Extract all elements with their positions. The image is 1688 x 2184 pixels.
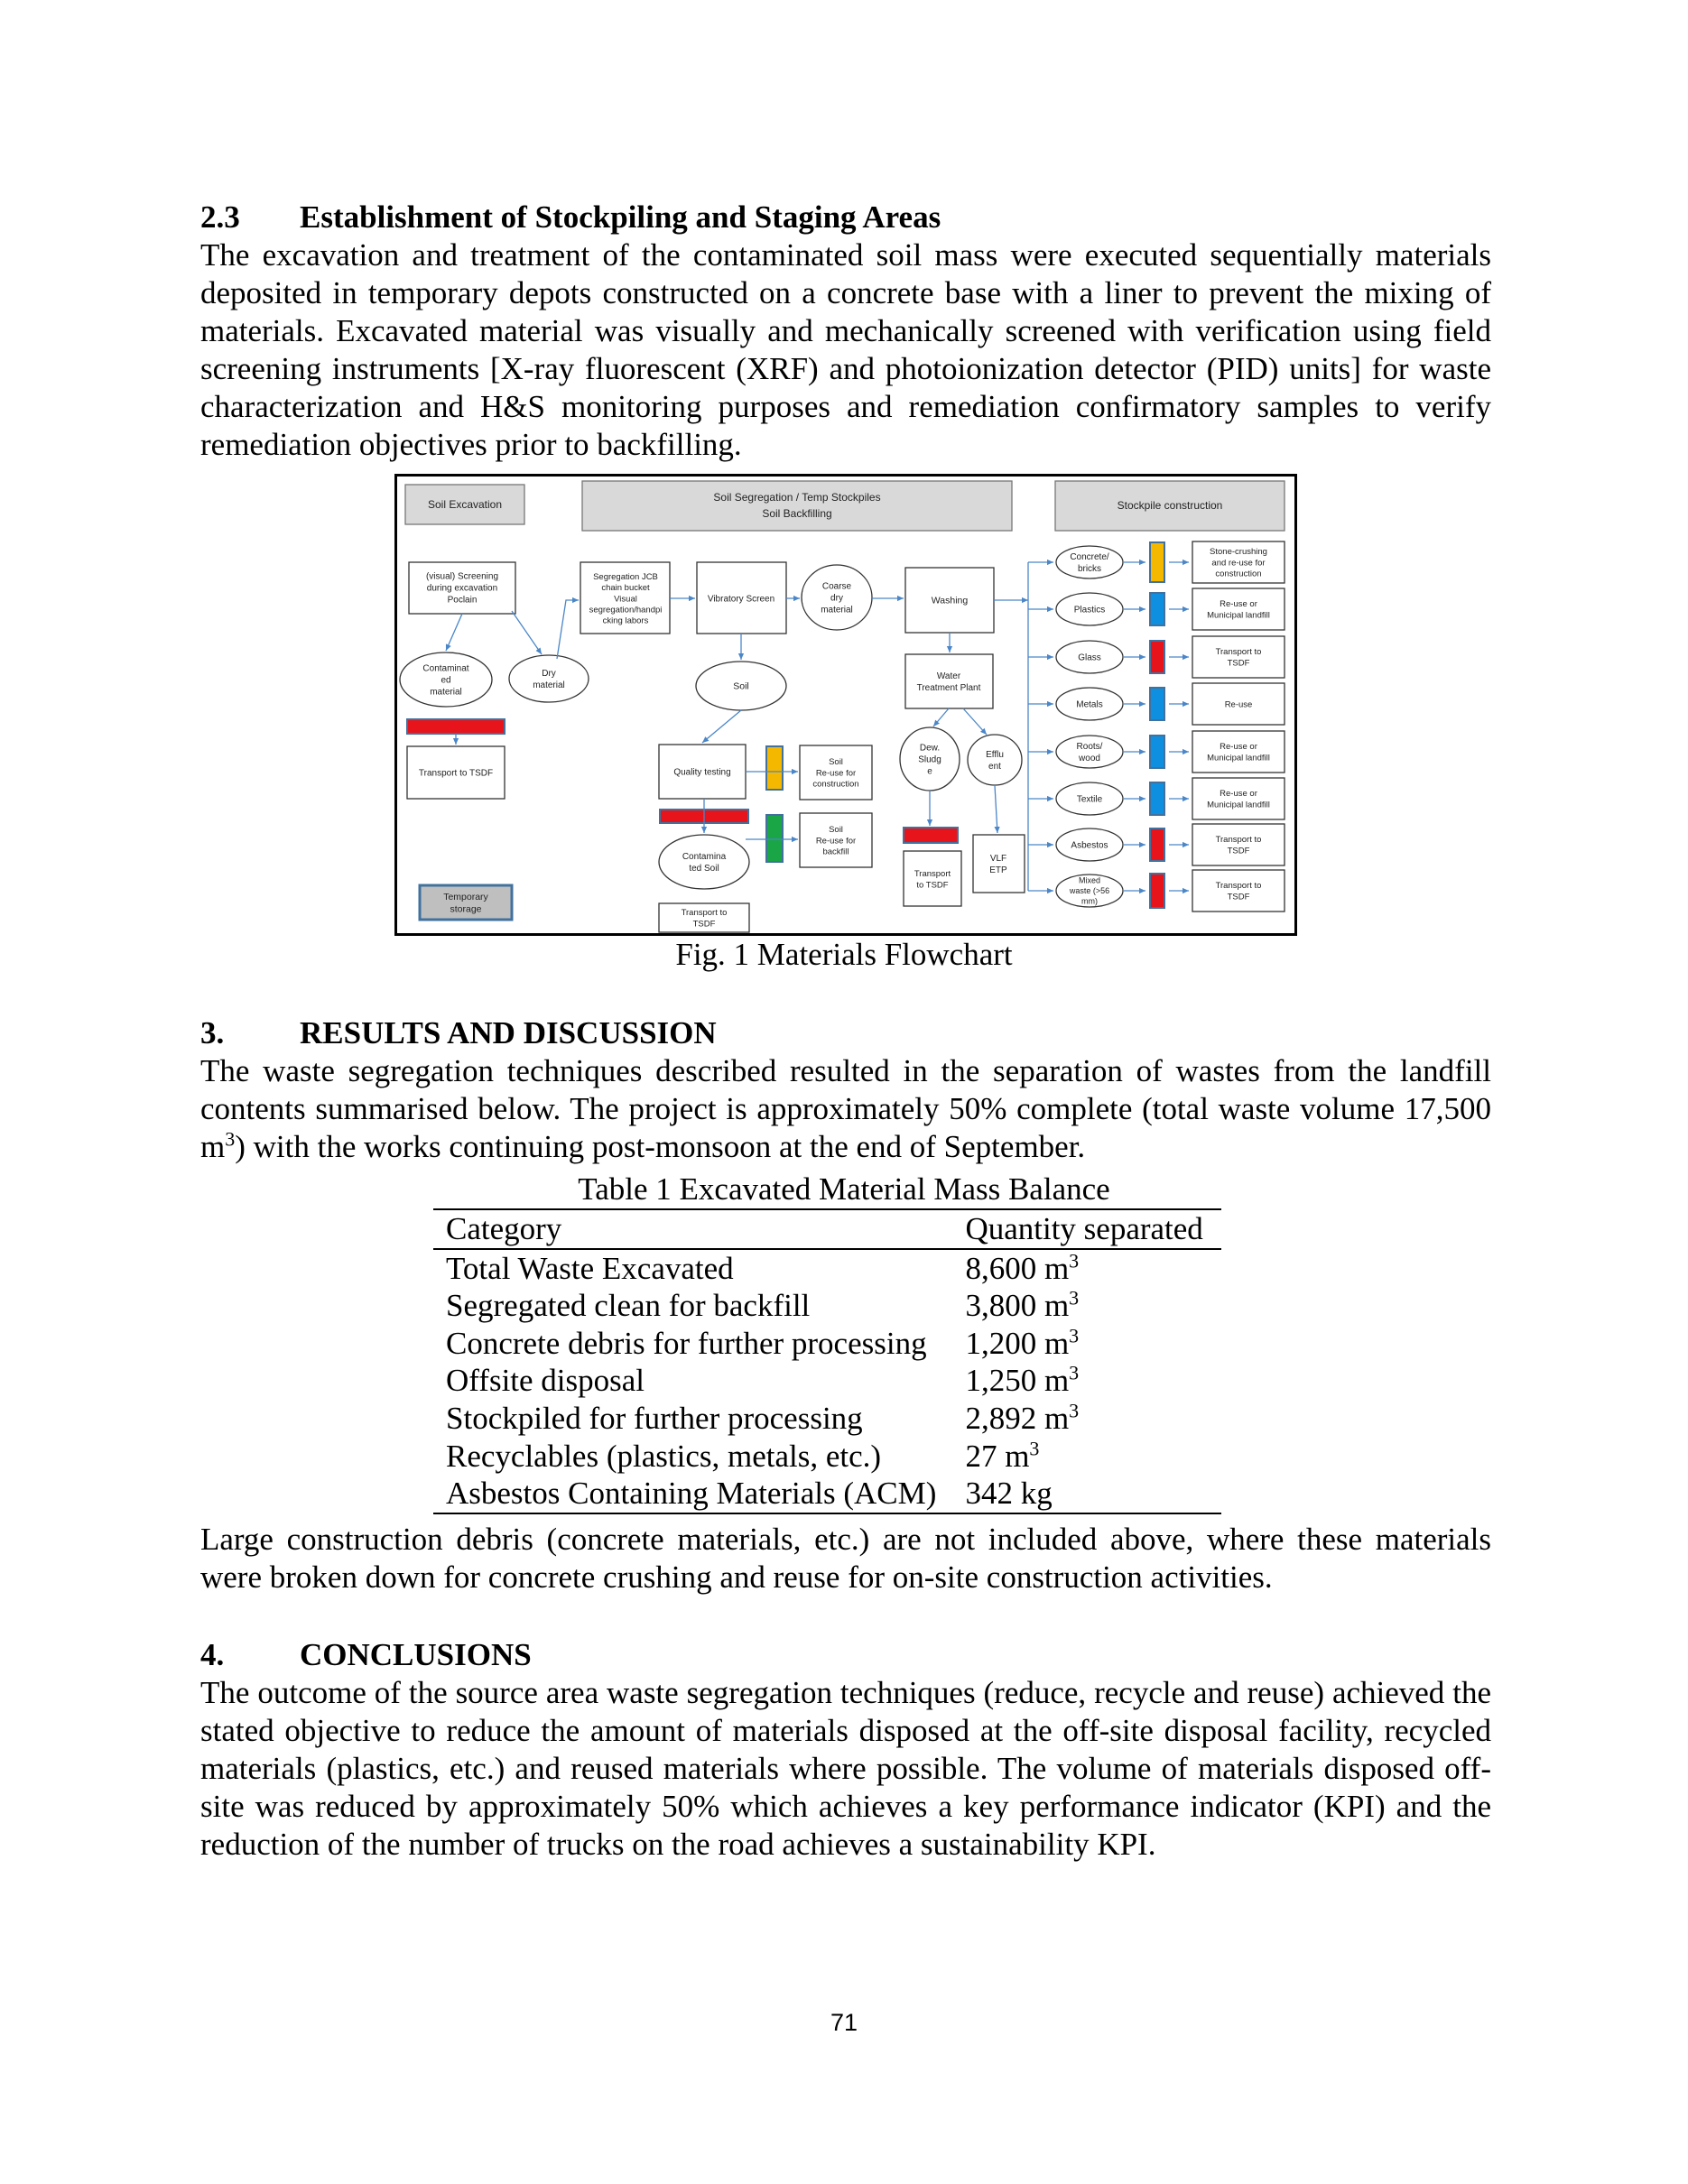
- flowchart-label: Re-use for: [815, 768, 857, 779]
- section-body-3: [200, 1052, 1491, 1166]
- flowchart-label: Re-use or: [1220, 789, 1257, 800]
- flowchart-label: ed: [441, 675, 451, 686]
- superscript: 3: [225, 1127, 236, 1151]
- flowchart-label: Soil: [733, 680, 749, 692]
- flowchart-label: Transport to: [1215, 835, 1262, 846]
- cell-category: Recyclables (plastics, metals, etc.): [446, 1438, 882, 1474]
- flowchart-label: Vibratory Screen: [707, 594, 775, 605]
- table-row: [433, 1400, 1221, 1438]
- table-header-row: [433, 1209, 1221, 1249]
- quantity-value: 2,892 m: [965, 1400, 1070, 1436]
- flowchart-label: Transport: [914, 869, 951, 880]
- flowchart-label: backfill: [822, 847, 849, 857]
- status-bar: [1150, 688, 1164, 720]
- header-label: Stockpile construction: [1117, 499, 1223, 513]
- flowchart-label: Transport to: [681, 908, 728, 919]
- materials-flowchart: [394, 474, 1297, 936]
- table-row: [433, 1325, 1221, 1363]
- flowchart-label: Municipal landfill: [1207, 753, 1270, 763]
- flowchart-label: ETP: [989, 865, 1007, 875]
- section-title: Establishment of Stockpiling and Staging Areas: [300, 199, 941, 235]
- cell-quantity: [949, 1249, 1221, 1288]
- cell-quantity: [949, 1475, 1221, 1513]
- flowchart-label: mm): [1081, 896, 1098, 906]
- cell-quantity: [949, 1362, 1221, 1400]
- cell-quantity: [949, 1400, 1221, 1438]
- section-heading-2-3: [200, 199, 1491, 236]
- unit-superscript: 3: [1029, 1436, 1040, 1459]
- flowchart-label: Re-use: [1224, 699, 1253, 710]
- page-number: 71: [830, 2009, 858, 2036]
- table-row: [433, 1475, 1221, 1513]
- section-number: 2.3: [200, 199, 240, 235]
- column-header-category: Category: [446, 1211, 562, 1246]
- paragraph-after-table: Large construction debris (concrete materials, etc.) are not included above, where these materials were broken down for concrete crushing and reuse for on-site construction activities.: [200, 1522, 1491, 1595]
- flowchart-label: Dry: [542, 669, 556, 680]
- flowchart-label: (visual) Screening: [425, 571, 499, 582]
- flowchart-label: ted Soil: [689, 863, 719, 874]
- status-bar: [1150, 874, 1164, 908]
- flowchart-label: TSDF: [1227, 658, 1250, 669]
- flowchart-label: Efflu: [986, 750, 1004, 761]
- flowchart-label: Treatment Plant: [916, 682, 981, 693]
- flowchart-label: Soil: [829, 825, 843, 836]
- flowchart-label: TSDF: [1227, 846, 1250, 856]
- cell-category: Offsite disposal: [446, 1363, 645, 1399]
- red-status-bar: [407, 719, 505, 734]
- quantity-value: 1,200 m: [965, 1325, 1070, 1361]
- flowchart-label: Water: [936, 671, 961, 682]
- flowchart-label: Concrete/: [1070, 552, 1109, 563]
- flowchart-label: Municipal landfill: [1207, 800, 1270, 810]
- flowchart-label: Visual: [614, 594, 637, 605]
- section-title: CONCLUSIONS: [300, 1637, 532, 1672]
- flowchart-label: material: [821, 605, 853, 615]
- flowchart-label: Textile: [1076, 794, 1103, 805]
- flowchart-label: Temporary: [443, 891, 488, 902]
- yellow-status-bar: [766, 746, 783, 790]
- flowchart-label: Metals: [1076, 699, 1103, 710]
- table-row: [433, 1438, 1221, 1476]
- quantity-value: 3,800 m: [965, 1288, 1070, 1324]
- status-bar: [1150, 542, 1164, 582]
- flowchart-label: Mixed: [1078, 875, 1101, 885]
- flowchart-label: Transport to: [1215, 647, 1262, 658]
- quantity-value: 342 kg: [965, 1476, 1053, 1512]
- flowchart-label: to TSDF: [916, 880, 949, 891]
- unit-superscript: 3: [1069, 1248, 1080, 1272]
- flowchart-label: cking labors: [602, 615, 649, 626]
- status-bar: [1150, 641, 1164, 673]
- unit-superscript: 3: [1069, 1399, 1080, 1422]
- section-body-4: The outcome of the source area waste segregation techniques (reduce, recycle and reuse) achieved the stated objective to reduce the amount of materials disposed at the off-site disposal facility, recycled materials (plastics, etc.) and reused materials where possible. The volume of materials disposed off-site was reduced by approximately 50% which achieves a key performance indicator (KPI) and the reduction of the number of trucks on the road achieves a sustainability KPI.: [200, 1675, 1491, 1862]
- flowchart-label: bricks: [1077, 563, 1102, 574]
- flowchart-label: Coarse: [821, 581, 852, 592]
- header-label: Soil Segregation / Temp Stockpiles: [713, 491, 881, 504]
- flowchart-label: Contamina: [682, 852, 727, 863]
- column-header-quantity: Quantity separated: [965, 1211, 1203, 1246]
- table-row: [433, 1362, 1221, 1400]
- flowchart-label: Municipal landfill: [1207, 610, 1270, 621]
- flowchart-label: Sludg: [918, 754, 941, 765]
- flowchart-label: ent: [988, 761, 1001, 772]
- flowchart-label: TSDF: [692, 919, 716, 930]
- flowchart-label: segregation/handpi: [589, 605, 663, 615]
- cell-quantity: [949, 1287, 1221, 1325]
- section-number: 3.: [200, 1015, 225, 1050]
- section-body-2-3: The excavation and treatment of the contaminated soil mass were executed sequentially materials deposited in temporary depots constructed on a concrete base with a liner to prevent the mixing of materials. Excavated material was visually and mechanically screened with verification using field screening instruments [X-ray fluorescent (XRF) and photoionization detector (PID) units] for waste characterization and H&S monitoring purposes and remediation confirmatory samples to verify remediation objectives prior to backfilling.: [200, 237, 1491, 462]
- cell-category: Segregated clean for backfill: [446, 1288, 811, 1324]
- mass-balance-table: [433, 1208, 1221, 1514]
- header-label: Soil Backfilling: [762, 507, 832, 521]
- header-label: Soil Excavation: [427, 498, 503, 512]
- figure-caption: Fig. 1 Materials Flowchart: [675, 937, 1013, 972]
- green-status-bar: [766, 815, 783, 862]
- flowchart-label: Segregation JCB: [593, 572, 658, 583]
- section-number: 4.: [200, 1637, 225, 1672]
- flowchart-label: dry: [830, 593, 843, 604]
- table-row: [433, 1287, 1221, 1325]
- flowchart-label: Dew.: [919, 743, 941, 754]
- table-row: [433, 1249, 1221, 1288]
- flowchart-label: Re-use for: [815, 836, 857, 847]
- flowchart-label: Transport to: [1215, 881, 1262, 892]
- flowchart-label: Soil: [829, 757, 843, 768]
- unit-superscript: 3: [1069, 1361, 1080, 1384]
- body-text-b: ) with the works continuing post-monsoon at the end of September.: [235, 1129, 1086, 1164]
- quantity-value: 8,600 m: [965, 1250, 1070, 1286]
- cell-category: Concrete debris for further processing: [446, 1325, 927, 1361]
- section-heading-3: [200, 1014, 1491, 1052]
- flowchart-label: TSDF: [1227, 892, 1250, 902]
- flowchart-label: material: [430, 687, 462, 698]
- flowchart-label: Contaminat: [422, 663, 469, 674]
- unit-superscript: 3: [1069, 1324, 1080, 1347]
- flowchart-label: during excavation: [426, 583, 498, 594]
- cell-category: Stockpiled for further processing: [446, 1400, 863, 1436]
- status-bar: [1150, 828, 1164, 861]
- flowchart-label: and re-use for: [1211, 558, 1266, 569]
- flowchart-label: wood: [1079, 753, 1100, 763]
- flowchart-label: construction: [1215, 569, 1262, 579]
- status-bar: [1150, 736, 1164, 768]
- flowchart-label: Quality testing: [673, 767, 731, 778]
- red-status-bar: [904, 828, 958, 843]
- flowchart-label: Stone-crushing: [1210, 547, 1267, 558]
- flowchart-label: e: [927, 766, 932, 777]
- flowchart-label: Transport to TSDF: [418, 768, 494, 779]
- flowchart-label: Poclain: [447, 595, 478, 606]
- quantity-value: 1,250 m: [965, 1363, 1070, 1399]
- header-soil-segregation: [582, 481, 1012, 531]
- flowchart-label: construction: [812, 779, 859, 790]
- flowchart-label: material: [533, 680, 565, 690]
- status-bar: [1150, 593, 1164, 625]
- section-heading-4: [200, 1636, 1491, 1674]
- table-caption: Table 1 Excavated Material Mass Balance: [578, 1171, 1110, 1207]
- flowchart-label: Plastics: [1073, 605, 1106, 615]
- flowchart-label: VLF: [989, 854, 1007, 865]
- quantity-value: 27 m: [965, 1438, 1030, 1474]
- status-bar: [1150, 782, 1164, 815]
- flowchart-label: Glass: [1078, 652, 1101, 663]
- unit-superscript: 3: [1069, 1286, 1080, 1309]
- flowchart-label: chain bucket: [601, 583, 650, 594]
- cell-category: Total Waste Excavated: [446, 1250, 734, 1286]
- flowchart-label: Washing: [931, 595, 969, 606]
- cell-category: Asbestos Containing Materials (ACM): [446, 1476, 937, 1512]
- flowchart-label: Re-use or: [1220, 599, 1257, 610]
- flowchart-label: Roots/: [1076, 742, 1103, 753]
- flowchart-label: storage: [450, 903, 482, 915]
- flowchart-label: Re-use or: [1220, 742, 1257, 753]
- flowchart-label: Asbestos: [1071, 840, 1108, 851]
- section-title: RESULTS AND DISCUSSION: [300, 1015, 717, 1050]
- cell-quantity: [949, 1325, 1221, 1363]
- cell-quantity: [949, 1438, 1221, 1476]
- body-text-a: The waste segregation techniques described resulted in the separation of wastes from the landfill contents summarised below. The project is approximately 50% complete (total waste volume 17,500 m: [200, 1053, 1491, 1164]
- flowchart-label: waste (>56: [1069, 886, 1110, 896]
